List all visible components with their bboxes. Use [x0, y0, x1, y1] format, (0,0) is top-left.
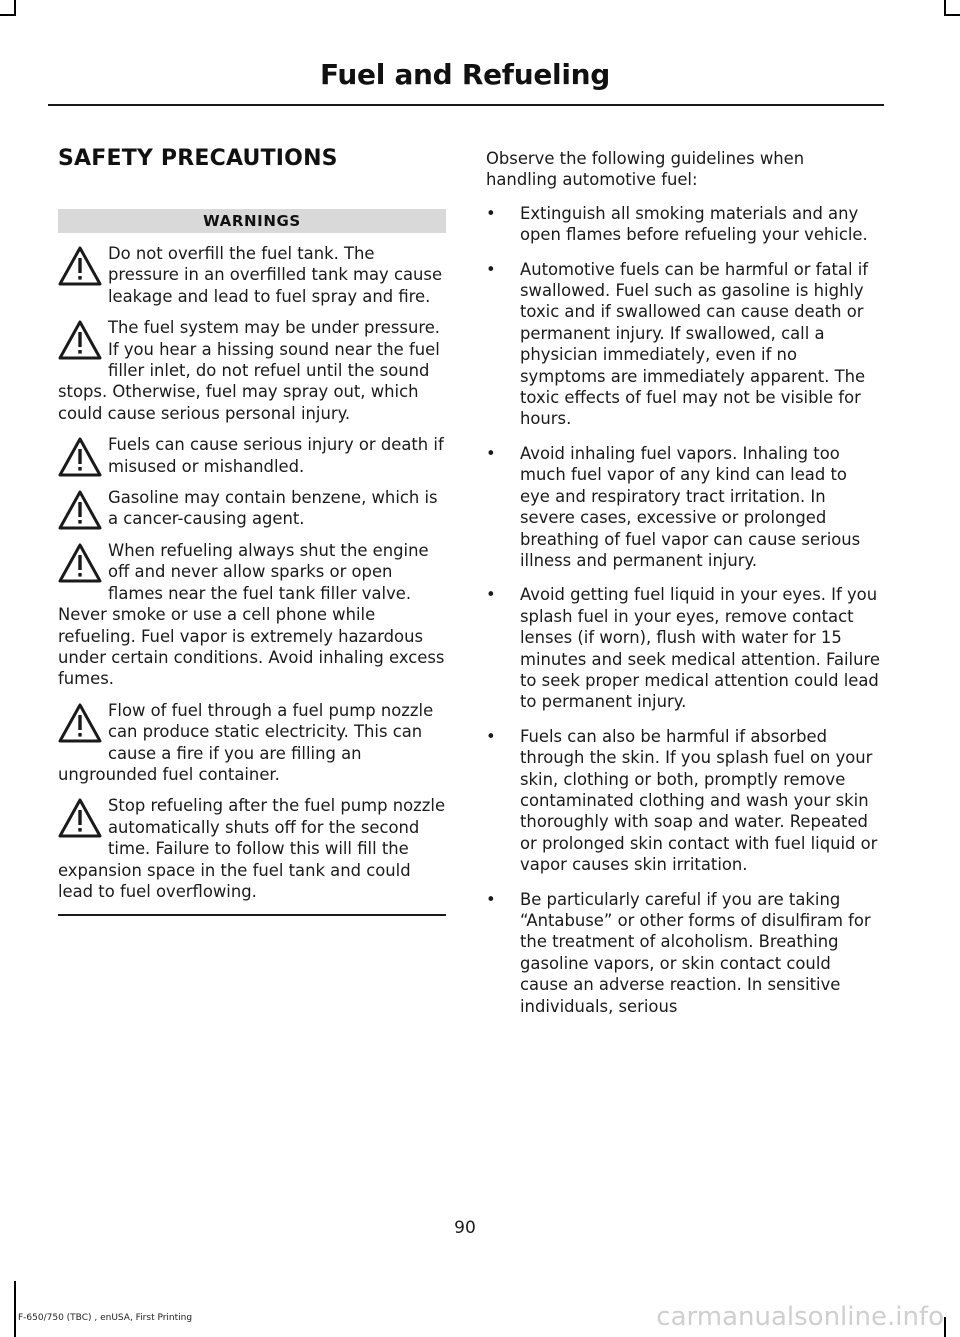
- list-item-text: Be particularly careful if you are taking “Antabuse” or other forms of disulfiram for the treatment of alcoholism. Breathing gasoline vapors, or skin contact could cause an adverse reaction. In sensitive individuals, serious: [520, 889, 871, 1016]
- footer-edition-info: F-650/750 (TBC) , enUSA, First Printing: [18, 1313, 193, 1323]
- warning-triangle-icon: [58, 489, 102, 531]
- list-item: [486, 726, 880, 876]
- crop-mark: [944, 14, 960, 16]
- warning-text: Flow of fuel through a fuel pump nozzle can produce static electricity. This can cause a fire if you are filling an ungrounded fuel container.: [58, 700, 434, 784]
- warnings-end-divider: [58, 914, 446, 916]
- list-item: [486, 584, 880, 712]
- guidelines-list: [486, 203, 880, 1017]
- warning-item: [58, 487, 446, 530]
- list-item: [486, 259, 880, 430]
- list-item-text: Extinguish all smoking materials and any open flames before refueling your vehicle.: [520, 203, 868, 245]
- list-item: [486, 443, 880, 571]
- warning-triangle-icon: [58, 245, 102, 287]
- bullet: •: [486, 443, 496, 463]
- warning-text: Fuels can cause serious injury or death if misused or mishandled.: [108, 435, 444, 476]
- list-item-text: Fuels can also be harmful if absorbed through the skin. If you splash fuel on your skin, clothing or both, promptly remove contaminated clothing and wash your skin thoroughly with soap and water. Repeated or prolonged skin contact with fuel liquid or vapor causes skin irritation.: [520, 726, 878, 875]
- warning-item: [58, 700, 446, 786]
- bullet: •: [486, 259, 496, 279]
- warning-triangle-icon: [58, 797, 102, 839]
- warning-triangle-icon: [58, 542, 102, 584]
- warning-item: [58, 317, 446, 424]
- bullet: •: [486, 889, 496, 909]
- bullet: •: [486, 585, 496, 605]
- warning-text: When refueling always shut the engine off and never allow sparks or open flames near the fuel tank filler valve. Never smoke or use a cell phone while refueling. Fuel vapor is extremely hazardous under certain conditions. Avoid inhaling excess fumes.: [58, 540, 445, 689]
- list-item-text: Automotive fuels can be harmful or fatal if swallowed. Fuel such as gasoline is highly toxic and if swallowed can cause death or permanent injury. If swallowed, call a physician immediately, even if no symptoms are immediately apparent. The toxic effects of fuel may not be visible for hours.: [520, 259, 869, 429]
- warnings-header: WARNINGS: [58, 209, 446, 233]
- list-item: [486, 203, 880, 246]
- warning-triangle-icon: [58, 319, 102, 361]
- page-header-title: Fuel and Refueling: [319, 58, 610, 91]
- right-column: [486, 148, 880, 1030]
- list-item: [486, 889, 880, 1017]
- warning-text: Do not overfill the fuel tank. The pressure in an overfilled tank may cause leakage and lead to fuel spray and fire.: [108, 244, 443, 306]
- watermark: carmanualsonline.info: [656, 1302, 944, 1332]
- warning-text: The fuel system may be under pressure. If you hear a hissing sound near the fuel filler inlet, do not refuel until the sound stops. Otherwise, fuel may spray out, which could cause serious personal injury.: [58, 318, 441, 423]
- warning-item: [58, 795, 446, 902]
- crop-mark: [14, 1281, 16, 1337]
- header-divider: [48, 104, 884, 106]
- left-column: [58, 140, 446, 916]
- warning-item: [58, 243, 446, 307]
- page-number: 90: [454, 1218, 476, 1238]
- warning-item: [58, 540, 446, 690]
- list-item-text: Avoid inhaling fuel vapors. Inhaling too much fuel vapor of any kind can lead to eye and respiratory tract irritation. In severe cases, excessive or prolonged breathing of fuel vapor can cause serious illness and permanent injury.: [520, 443, 861, 570]
- crop-mark: [0, 14, 16, 16]
- guidelines-intro: Observe the following guidelines when handling automotive fuel:: [486, 149, 805, 190]
- warning-triangle-icon: [58, 702, 102, 744]
- list-item-text: Avoid getting fuel liquid in your eyes. If you splash fuel in your eyes, remove contact lenses (if worn), flush with water for 15 minutes and seek medical attention. Failure to seek proper medical attention could lead to permanent injury.: [520, 585, 880, 712]
- bullet: •: [486, 203, 496, 223]
- section-title: SAFETY PRECAUTIONS: [58, 146, 338, 171]
- warning-text: Gasoline may contain benzene, which is a cancer-causing agent.: [108, 488, 438, 529]
- warning-triangle-icon: [58, 436, 102, 478]
- crop-mark: [944, 1317, 946, 1337]
- bullet: •: [486, 726, 496, 746]
- warning-item: [58, 434, 446, 477]
- warning-text: Stop refueling after the fuel pump nozzle automatically shuts off for the second time. Failure to follow this will fill the expansion space in the fuel tank and could lead to fuel overflowing.: [58, 796, 446, 901]
